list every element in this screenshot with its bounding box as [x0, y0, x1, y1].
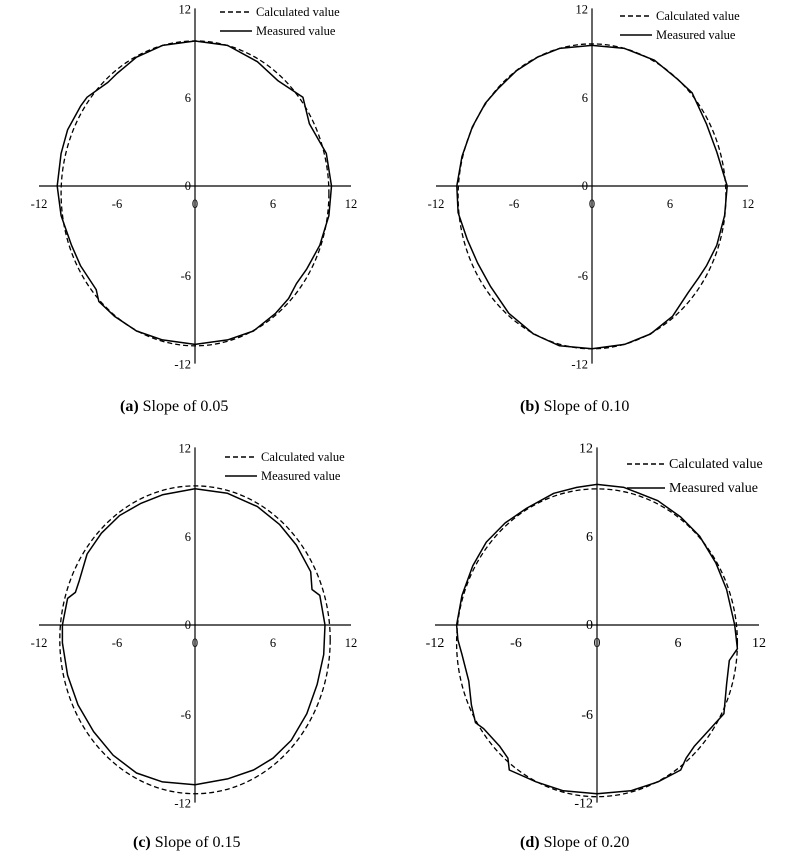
x-tick-label-c: -6 — [111, 636, 123, 650]
legend-label-a: Measured value — [256, 24, 336, 38]
x-tick-label-c: 0 — [191, 636, 199, 650]
caption-c-text: Slope of 0.15 — [154, 834, 241, 851]
legend-label-c: Calculated value — [261, 450, 345, 464]
x-tick-label-b: 12 — [741, 197, 755, 211]
x-tick-label-a: -12 — [30, 197, 48, 211]
legend-label-d: Measured value — [669, 481, 759, 496]
y-tick-label-c: 0 — [184, 618, 191, 632]
chart-svg-c — [0, 438, 392, 828]
y-tick-label-d: 12 — [579, 441, 593, 457]
caption-b-label: (b) — [520, 398, 540, 415]
chart-svg-b — [392, 0, 785, 380]
chart-svg-d — [392, 438, 785, 828]
x-tick-label-d: 6 — [674, 636, 682, 651]
x-tick-label-d: 0 — [593, 636, 601, 651]
caption-d — [520, 834, 629, 852]
x-tick-label-b: 6 — [666, 197, 674, 211]
x-tick-label-c: 6 — [269, 636, 277, 650]
y-tick-label-c: -12 — [174, 796, 191, 811]
x-tick-label-b: 0 — [588, 197, 596, 211]
y-tick-label-d: 0 — [586, 618, 593, 633]
chart-panel-a — [0, 0, 392, 380]
caption-d-label: (d) — [520, 834, 540, 851]
x-tick-label-a: 0 — [191, 197, 199, 211]
legend-label-d: Calculated value — [669, 457, 763, 472]
y-tick-label-b: 0 — [581, 179, 588, 193]
y-tick-label-a: -6 — [180, 268, 191, 283]
x-tick-label-b: -6 — [508, 197, 520, 211]
y-tick-label-b: 12 — [575, 2, 588, 17]
caption-b-text: Slope of 0.10 — [543, 398, 630, 415]
chart-panel-c — [0, 438, 392, 828]
y-tick-label-d: -6 — [581, 707, 593, 723]
caption-c-label: (c) — [133, 834, 151, 851]
y-tick-label-b: -12 — [571, 357, 588, 372]
caption-a-text: Slope of 0.05 — [142, 398, 229, 415]
y-tick-label-a: -12 — [174, 357, 191, 372]
x-tick-label-c: -12 — [30, 636, 48, 650]
legend-label-b: Measured value — [656, 28, 736, 42]
caption-d-text: Slope of 0.20 — [543, 834, 630, 851]
x-tick-label-d: 12 — [752, 636, 766, 651]
caption-a-label: (a) — [120, 398, 139, 415]
x-tick-label-b: -12 — [427, 197, 445, 211]
x-tick-label-a: 12 — [344, 197, 358, 211]
x-tick-label-c: 12 — [344, 636, 358, 650]
y-tick-label-d: -12 — [574, 796, 593, 812]
legend-label-c: Measured value — [261, 469, 341, 483]
caption-b — [520, 398, 629, 416]
y-tick-label-a: 0 — [184, 179, 191, 193]
y-tick-label-b: 6 — [581, 91, 588, 106]
chart-svg-a — [0, 0, 392, 380]
chart-panel-b — [392, 0, 785, 380]
caption-a — [120, 398, 228, 416]
x-tick-label-a: 6 — [269, 197, 277, 211]
y-tick-label-b: -6 — [577, 268, 588, 283]
y-tick-label-d: 6 — [586, 530, 593, 546]
legend-label-b: Calculated value — [656, 9, 740, 23]
x-tick-label-a: -6 — [111, 197, 123, 211]
caption-c — [133, 834, 241, 852]
y-tick-label-a: 6 — [184, 91, 191, 106]
y-tick-label-c: 12 — [178, 441, 191, 456]
y-tick-label-c: -6 — [180, 707, 191, 722]
y-tick-label-a: 12 — [178, 2, 191, 17]
y-tick-label-c: 6 — [184, 530, 191, 545]
x-tick-label-d: -6 — [510, 636, 522, 651]
legend-label-a: Calculated value — [256, 5, 340, 19]
x-tick-label-d: -12 — [425, 636, 445, 651]
chart-panel-d — [392, 438, 785, 828]
